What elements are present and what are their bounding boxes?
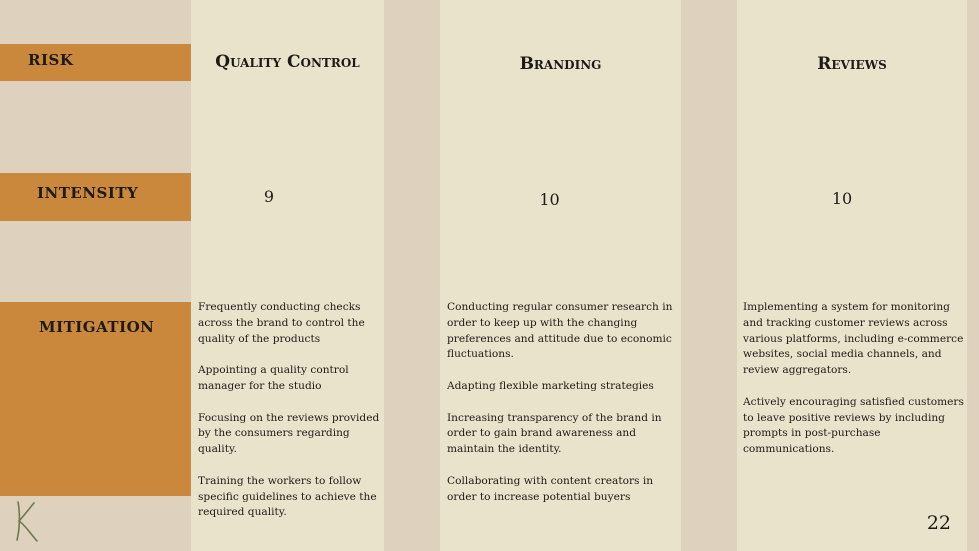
heading-quality-control: Quality Control [215,52,360,72]
intensity-label: INTENSITY [37,184,139,202]
mitigation-item: Training the workers to follow specific guidelines to achieve the required quality. [198,474,377,519]
risk-label: RISK [28,51,74,69]
k-monogram-logo-icon [8,498,42,544]
mitigation-item: Frequently conducting checks across the brand to control the quality of the products [198,301,365,345]
mitigation-branding [447,300,681,505]
heading-reviews: Reviews [817,54,887,74]
intensity-branding: 10 [539,190,560,209]
intensity-quality-control: 9 [263,187,275,206]
column-reviews [737,0,967,551]
intensity-reviews: 10 [831,189,853,208]
page-number: 22 [926,512,951,534]
mitigation-item: Implementing a system for monitoring and tracking customer reviews across various platforms, including e-commerce websites, social media channels, and review aggregators. [743,301,964,377]
mitigation-item: Actively encouraging satisfied customers to leave positive reviews by including prompts in post-purchase communications. [743,395,964,456]
mitigation-item: Focusing on the reviews provided by the consumers regarding quality. [198,411,380,456]
mitigation-item: Increasing transparency of the brand in order to gain brand awareness and maintain the identity. [447,411,662,456]
mitigation-quality-control [198,300,382,521]
mitigation-item: Appointing a quality control manager for the studio [198,364,349,392]
mitigation-label: MITIGATION [39,318,155,336]
mitigation-item: Conducting regular consumer research in order to keep up with the changing preferences and attitude due to economic fluctuations. [447,301,673,361]
heading-branding: Branding [519,54,602,74]
mitigation-item: Adapting flexible marketing strategies [447,379,654,392]
mitigation-item: Collaborating with content creators in order to increase potential buyers [447,474,654,503]
mitigation-reviews [743,300,969,458]
